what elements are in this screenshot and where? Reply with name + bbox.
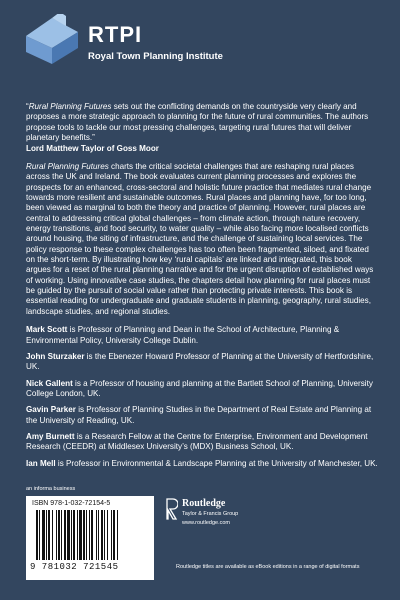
book-description: [26, 162, 378, 317]
author-name: Ian Mell: [26, 458, 56, 468]
back-cover-text: [26, 102, 378, 475]
author-bio: Nick Gallent is a Professor of housing and planning at the Bartlett School of Planning, University College London, UK.: [26, 378, 373, 398]
publisher-url: www.routledge.com: [182, 520, 230, 526]
rtpi-house-logo-icon: [22, 14, 80, 66]
author-bio: Ian Mell is Professor in Environmental & Landscape Planning at the University of Manchester, UK.: [26, 458, 378, 468]
author-bio: Amy Burnett is a Research Fellow at the Centre for Enterprise, Environment and Development Research (CEEDR) at Middlesex University’s (MDX) Business School, UK.: [26, 432, 368, 452]
author-name: John Sturzaker: [26, 351, 85, 361]
brand-acronym: RTPI: [88, 22, 143, 47]
description-body: charts the critical societal challenges that are reshaping rural places across the UK and Ireland. The book evaluates current planning processes and explores the prospects for an enhanced, cross-sectoral and holistic future practice that mediates rural change towards more resilient and sustainable outcomes. Rural places and planning have, for too long, been viewed as marginal to both the theory and practice of planning. However, rural places are central to addressing critical global challenges – from climate action, through nature recovery, energy transitions, and food security, to water quality – while also facing more localised conflicts around housing, the siting of infrastructure, and the challenge of sustaining local services. The policy response to these complex challenges has too often been fragmented, siloed, and fixated on the short-term. By illustrating how key ‘rural capitals’ are linked and integrated, this book argues for a reset of the rural planning narrative and for the urgent disruption of established ways of working. Using innovative case studies, the chapters detail how planning for rural places must be guided by the pursuit of social value rather than protecting private interests. This book is essential reading for undergraduate and graduate students in planning, geography, rural studies, landscape studies, and regional studies.: [26, 161, 374, 316]
publisher-name: Routledge: [182, 498, 226, 509]
isbn-barcode-box: [26, 496, 154, 580]
cover-footer: [26, 486, 378, 586]
cover-header: [0, 0, 400, 84]
description-book-title: Rural Planning Futures: [26, 161, 109, 171]
barcode-icon: [36, 510, 144, 562]
barcode-digits: 9 781032 721545: [30, 562, 119, 572]
author-bio: Gavin Parker is Professor of Planning Studies in the Department of Real Estate and Planning at the University of Reading, UK.: [26, 405, 372, 425]
author-name: Amy Burnett: [26, 432, 75, 442]
brand-name: Royal Town Planning Institute: [88, 51, 223, 62]
publisher-group: Taylor & Francis Group: [182, 511, 239, 517]
author-bio: Mark Scott is Professor of Planning and Dean in the School of Architecture, Planning & Environmental Policy, University College Dublin.: [26, 325, 340, 345]
quote-body: sets out the conflicting demands on the countryside very clearly and proposes a more strategic approach to planning for the future of rural communities. The authors propose tools to tackle our most pressing challenges, targeting rural futures that will deliver planetary benefits.”: [26, 102, 369, 143]
quote-book-title: Rural Planning Futures: [28, 102, 112, 111]
ebook-note: Routledge titles are available as eBook editions in a range of digital formats: [176, 564, 360, 570]
quote-author: Lord Matthew Taylor of Goss Moor: [26, 144, 159, 154]
author-name: Gavin Parker: [26, 405, 76, 415]
isbn-label: ISBN 978-1-032-72154-5: [32, 500, 111, 507]
author-name: Mark Scott: [26, 325, 68, 335]
publisher-block: [166, 498, 306, 538]
author-name: Nick Gallent: [26, 378, 73, 388]
routledge-r-logo-icon: [166, 498, 178, 520]
informa-label: an informa business: [26, 486, 76, 492]
author-bio: John Sturzaker is the Ebenezer Howard Professor of Planning at the University of Hertfordshire, UK.: [26, 351, 374, 372]
endorsement-quote: “Rural Planning Futures sets out the conflicting demands on the countryside very clearly and proposes a more strategic approach to planning for the future of rural communities. The authors propose tools to tackle our most pressing challenges, targeting rural futures that will deliver planetary benefits.”: [26, 102, 369, 143]
